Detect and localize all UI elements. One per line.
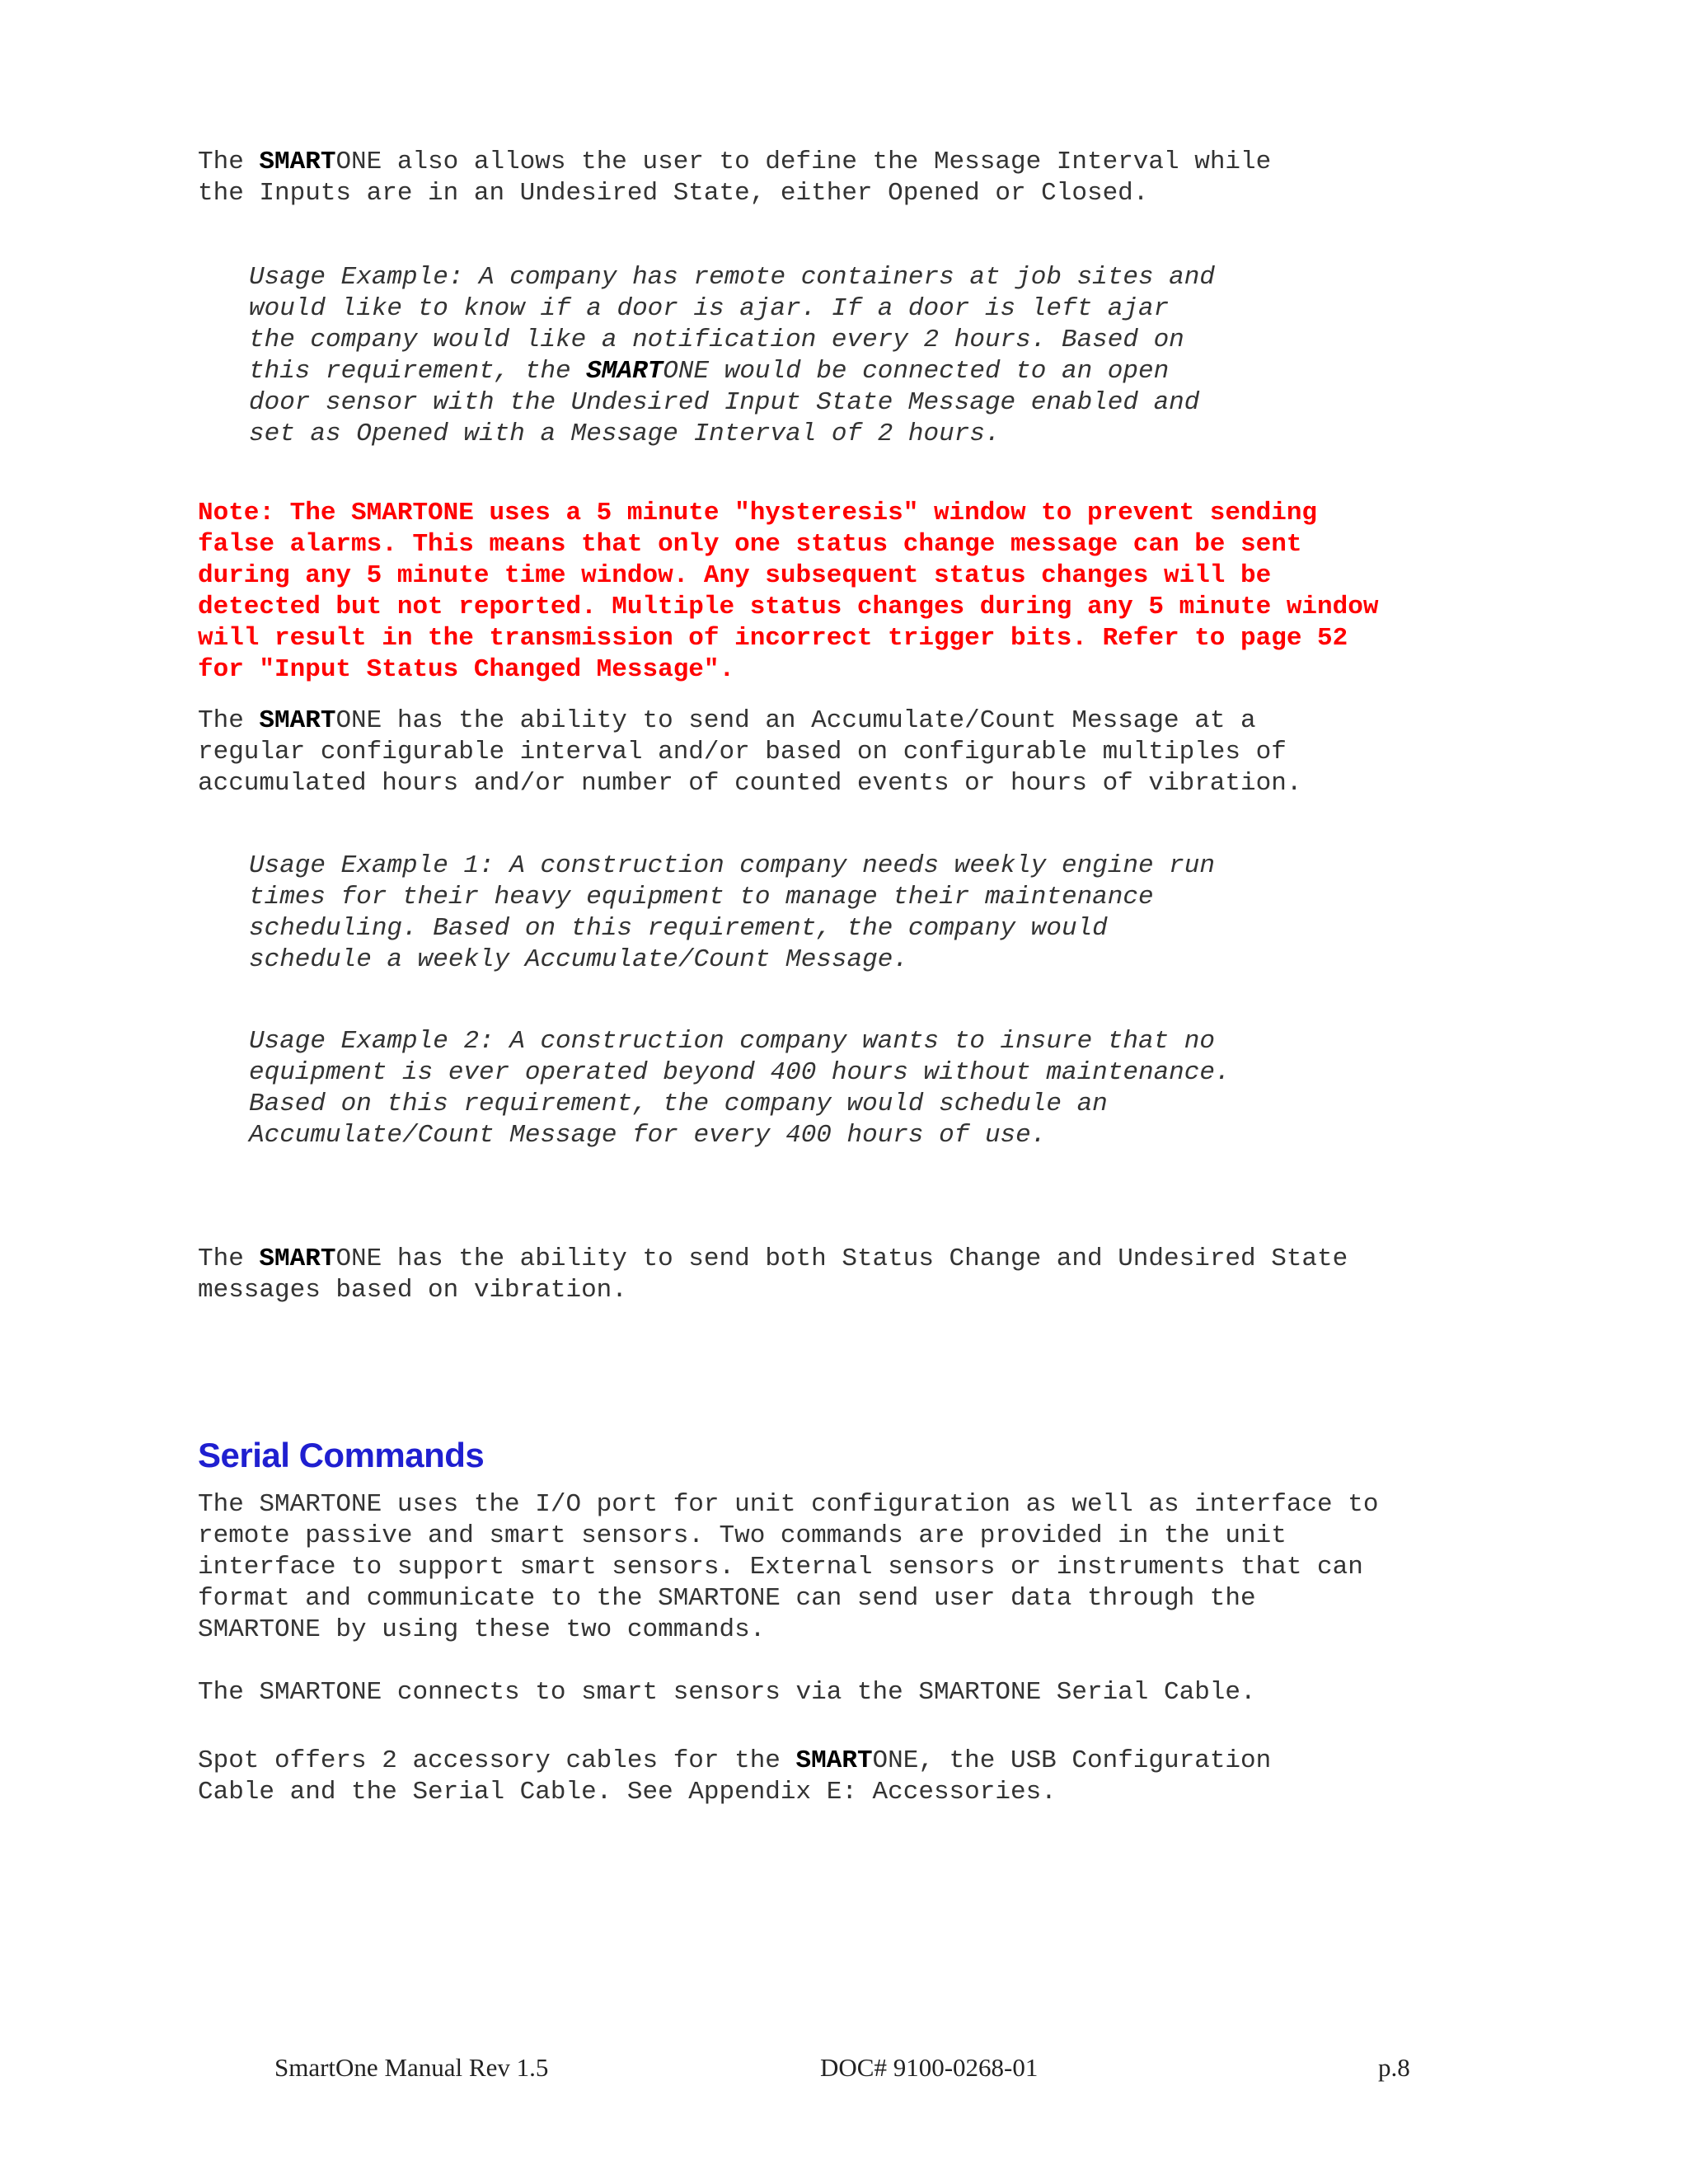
note-line: will result in the transmission of incorrect trigger bits. Refer to page 52 [198,624,1348,653]
brand-smart: SMART [795,1746,873,1775]
accumulate-text: regular configurable interval and/or based on configurable multiples of [198,738,1287,766]
example-line: Usage Example: A company has remote containers at job sites and [249,263,1215,292]
example-line: door sensor with the Undesired Input State Message enabled and [249,388,1200,417]
serial-line: remote passive and smart sensors. Two commands are provided in the unit [198,1521,1287,1550]
brand-one: ONE [872,1746,919,1775]
accumulate-paragraph [198,705,1301,799]
example-line: Based on this requirement, the company would schedule an [249,1090,1108,1118]
serial-line: SMARTONE by using these two commands. [198,1615,766,1644]
footer-page-number: p.8 [1378,2053,1410,2082]
brand-smart: SMART [586,357,663,386]
serial-paragraph-2 [198,1677,1256,1708]
intro-paragraph [198,147,1271,209]
serial-line: The SMARTONE connects to smart sensors via the SMARTONE Serial Cable. [198,1678,1256,1707]
vibration-paragraph [198,1244,1348,1306]
example-line: times for their heavy equipment to manage their maintenance [249,883,1154,912]
hysteresis-note [198,498,1378,686]
usage-example-1 [249,851,1215,976]
serial-paragraph-1 [198,1489,1378,1646]
serial-line: Spot offers 2 accessory cables for the [198,1746,796,1775]
example-line: set as Opened with a Message Interval of 2 hours. [249,419,1001,448]
serial-paragraph-3 [198,1746,1271,1808]
vibration-text: messages based on vibration. [198,1276,627,1305]
note-line: for "Input Status Changed Message". [198,655,735,684]
serial-line: Cable and the Serial Cable. See Appendix E: Accessories. [198,1778,1057,1807]
vibration-text: The [198,1244,260,1273]
serial-line: , the USB Configuration [918,1746,1272,1775]
note-line: during any 5 minute time window. Any subsequent status changes will be [198,561,1272,590]
example-line: this requirement, the [249,357,587,386]
example-line: schedule a weekly Accumulate/Count Message. [249,945,908,974]
usage-example-2 [249,1026,1231,1151]
footer-doc-number: DOC# 9100-0268-01 [820,2053,1039,2082]
example-line: equipment is ever operated beyond 400 hours without maintenance. [249,1058,1231,1087]
brand-smart: SMART [259,1244,336,1273]
accumulate-text: accumulated hours and/or number of counted events or hours of vibration. [198,769,1302,798]
brand-one: ONE [335,1244,382,1273]
note-line: false alarms. This means that only one status change message can be sent [198,530,1302,559]
footer-manual-title: SmartOne Manual Rev 1.5 [274,2053,549,2082]
example-line: would be connected to an open [709,357,1170,386]
example-line: scheduling. Based on this requirement, the company would [249,914,1108,943]
example-line: Usage Example 2: A construction company wants to insure that no [249,1027,1215,1056]
usage-example-door [249,262,1215,450]
accumulate-text: The [198,706,260,735]
intro-text: The [198,148,260,176]
intro-text: also allows the user to define the Message Interval while [382,148,1272,176]
serial-line: The SMARTONE uses the I/O port for unit configuration as well as interface to [198,1490,1379,1519]
brand-smart: SMART [259,706,336,735]
note-line: Note: The SMARTONE uses a 5 minute "hysteresis" window to prevent sending [198,499,1318,527]
example-line: Accumulate/Count Message for every 400 hours of use. [249,1121,1047,1150]
intro-text: the Inputs are in an Undesired State, either Opened or Closed. [198,179,1149,208]
accumulate-text: has the ability to send an Accumulate/Count Message at a [382,706,1256,735]
brand-one: ONE [335,706,382,735]
example-line: the company would like a notification every 2 hours. Based on [249,326,1184,354]
serial-line: interface to support smart sensors. External sensors or instruments that can [198,1553,1363,1582]
example-line: Usage Example 1: A construction company needs weekly engine run [249,851,1215,880]
brand-one: ONE [663,357,710,386]
serial-line: format and communicate to the SMARTONE can send user data through the [198,1584,1256,1613]
example-line: would like to know if a door is ajar. If a door is left ajar [249,294,1170,323]
brand-one: ONE [335,148,382,176]
section-heading-serial-commands: Serial Commands [198,1436,485,1474]
note-line: detected but not reported. Multiple status changes during any 5 minute window [198,593,1379,621]
brand-smart: SMART [259,148,336,176]
vibration-text: has the ability to send both Status Change and Undesired State [382,1244,1348,1273]
